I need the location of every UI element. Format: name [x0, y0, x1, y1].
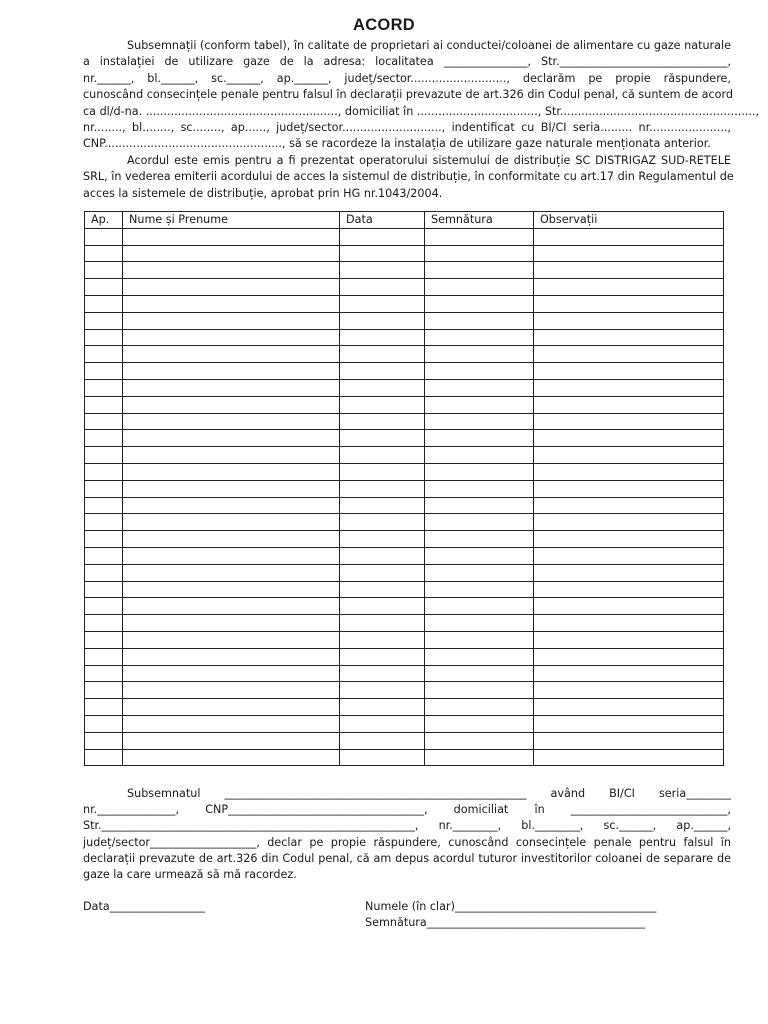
cell-date[interactable] — [340, 413, 425, 430]
cell-signature[interactable] — [425, 447, 534, 464]
cell-observations[interactable] — [534, 413, 724, 430]
cell-name[interactable] — [123, 497, 340, 514]
cell-date[interactable] — [340, 329, 425, 346]
declaration-line: județ/sector___________________, declar pe propie răspundere, cunoscând consecințele penale pentru falsul în — [83, 835, 731, 849]
cell-signature[interactable] — [425, 480, 534, 497]
table-row — [85, 245, 724, 262]
cell-name[interactable] — [123, 749, 340, 766]
cell-name[interactable] — [123, 648, 340, 665]
cell-signature[interactable] — [425, 413, 534, 430]
cell-ap[interactable] — [85, 245, 123, 262]
cell-ap[interactable] — [85, 396, 123, 413]
table-header-row — [85, 212, 724, 229]
cell-ap[interactable] — [85, 379, 123, 396]
col-header-name: Nume și Prenume — [123, 212, 340, 229]
cell-date[interactable] — [340, 312, 425, 329]
cell-ap[interactable] — [85, 564, 123, 581]
cell-signature[interactable] — [425, 497, 534, 514]
cell-signature[interactable] — [425, 715, 534, 732]
cell-observations[interactable] — [534, 682, 724, 699]
intro-line: a instalației de utilizare gaze de la adresa: localitatea _______________, Str.______________________________, — [83, 55, 731, 69]
cell-observations[interactable] — [534, 262, 724, 279]
cell-observations[interactable] — [534, 245, 724, 262]
cell-ap[interactable] — [85, 631, 123, 648]
cell-observations[interactable] — [534, 379, 724, 396]
cell-signature[interactable] — [425, 531, 534, 548]
intro-line: cunoscând consecințele penale pentru falsul în declarații prevazute de art.326 din Codul penal, că suntem de acord — [83, 88, 734, 102]
cell-observations[interactable] — [534, 430, 724, 447]
cell-observations[interactable] — [534, 665, 724, 682]
declaration-line: declarații prevazute de art.326 din Codul penal, că am depus acordul tuturor investitorilor coloanei de separare de — [83, 851, 731, 865]
cell-date[interactable] — [340, 749, 425, 766]
cell-signature[interactable] — [425, 379, 534, 396]
cell-ap[interactable] — [85, 430, 123, 447]
cell-signature[interactable] — [425, 262, 534, 279]
cell-date[interactable] — [340, 699, 425, 716]
cell-ap[interactable] — [85, 228, 123, 245]
cell-signature[interactable] — [425, 245, 534, 262]
cell-ap[interactable] — [85, 531, 123, 548]
cell-observations[interactable] — [534, 497, 724, 514]
cell-name[interactable] — [123, 531, 340, 548]
cell-name[interactable] — [123, 228, 340, 245]
cell-name[interactable] — [123, 262, 340, 279]
cell-name[interactable] — [123, 514, 340, 531]
table-row — [85, 598, 724, 615]
cell-observations[interactable] — [534, 228, 724, 245]
cell-signature[interactable] — [425, 463, 534, 480]
cell-ap[interactable] — [85, 329, 123, 346]
cell-observations[interactable] — [534, 648, 724, 665]
cell-signature[interactable] — [425, 312, 534, 329]
table-row — [85, 430, 724, 447]
cell-observations[interactable] — [534, 615, 724, 632]
cell-date[interactable] — [340, 682, 425, 699]
cell-date[interactable] — [340, 615, 425, 632]
cell-observations[interactable] — [534, 547, 724, 564]
cell-ap[interactable] — [85, 749, 123, 766]
cell-date[interactable] — [340, 732, 425, 749]
intro-paragraph — [83, 38, 760, 153]
cell-signature[interactable] — [425, 396, 534, 413]
intro-line: CNP.................................................., să se racordeze la instalația de utilizare gaze naturale menționata anterior. — [83, 137, 711, 151]
table-row — [85, 413, 724, 430]
cell-ap[interactable] — [85, 463, 123, 480]
cell-name[interactable] — [123, 581, 340, 598]
purpose-line: SRL, în vederea emiterii acordului de acces la sistemul de distribuție, în conformitate cu art.17 din Regulamentul de — [83, 170, 734, 184]
cell-date[interactable] — [340, 279, 425, 296]
cell-ap[interactable] — [85, 732, 123, 749]
signature-field[interactable]: Semnătura_______________________________________ — [365, 916, 645, 929]
table-row — [85, 312, 724, 329]
table-row — [85, 396, 724, 413]
cell-date[interactable] — [340, 447, 425, 464]
cell-ap[interactable] — [85, 682, 123, 699]
cell-ap[interactable] — [85, 598, 123, 615]
cell-signature[interactable] — [425, 699, 534, 716]
table-row — [85, 497, 724, 514]
cell-ap[interactable] — [85, 497, 123, 514]
table-row — [85, 329, 724, 346]
cell-observations[interactable] — [534, 295, 724, 312]
purpose-line: acces la sistemele de distribuție, aprobat prin HG nr.1043/2004. — [83, 186, 443, 200]
cell-date[interactable] — [340, 245, 425, 262]
table-row — [85, 715, 724, 732]
cell-signature[interactable] — [425, 732, 534, 749]
cell-ap[interactable] — [85, 279, 123, 296]
cell-name[interactable] — [123, 295, 340, 312]
cell-observations[interactable] — [534, 279, 724, 296]
cell-signature[interactable] — [425, 430, 534, 447]
cell-signature[interactable] — [425, 514, 534, 531]
cell-name[interactable] — [123, 480, 340, 497]
cell-observations[interactable] — [534, 631, 724, 648]
cell-observations[interactable] — [534, 564, 724, 581]
cell-observations[interactable] — [534, 363, 724, 380]
cell-signature[interactable] — [425, 598, 534, 615]
cell-date[interactable] — [340, 581, 425, 598]
col-header-date: Data — [340, 212, 425, 229]
table-row — [85, 379, 724, 396]
cell-observations[interactable] — [534, 732, 724, 749]
table-row — [85, 615, 724, 632]
cell-name[interactable] — [123, 463, 340, 480]
cell-observations[interactable] — [534, 598, 724, 615]
cell-observations[interactable] — [534, 531, 724, 548]
cell-signature[interactable] — [425, 648, 534, 665]
cell-ap[interactable] — [85, 715, 123, 732]
cell-date[interactable] — [340, 531, 425, 548]
cell-name[interactable] — [123, 379, 340, 396]
cell-date[interactable] — [340, 514, 425, 531]
cell-date[interactable] — [340, 463, 425, 480]
cell-observations[interactable] — [534, 749, 724, 766]
cell-ap[interactable] — [85, 480, 123, 497]
cell-observations[interactable] — [534, 396, 724, 413]
table-row — [85, 732, 724, 749]
table-row — [85, 564, 724, 581]
cell-name[interactable] — [123, 363, 340, 380]
cell-date[interactable] — [340, 598, 425, 615]
cell-name[interactable] — [123, 396, 340, 413]
cell-signature[interactable] — [425, 228, 534, 245]
cell-observations[interactable] — [534, 447, 724, 464]
table-row — [85, 648, 724, 665]
intro-line: ca dl/d-na. ......................................................, domiciliat în .................................., Str......................................................., — [83, 104, 760, 118]
table-row — [85, 346, 724, 363]
cell-signature[interactable] — [425, 564, 534, 581]
cell-signature[interactable] — [425, 631, 534, 648]
cell-date[interactable] — [340, 430, 425, 447]
cell-date[interactable] — [340, 262, 425, 279]
cell-ap[interactable] — [85, 665, 123, 682]
document-title: ACORD — [353, 16, 415, 34]
cell-observations[interactable] — [534, 463, 724, 480]
cell-observations[interactable] — [534, 329, 724, 346]
intro-line: nr.______, bl.______, sc.______, ap.______, județ/sector..........................., declarăm pe propie răspundere, — [83, 71, 731, 85]
table-row — [85, 463, 724, 480]
cell-date[interactable] — [340, 564, 425, 581]
cell-name[interactable] — [123, 279, 340, 296]
declaration-paragraph — [83, 786, 731, 883]
cell-observations[interactable] — [534, 514, 724, 531]
table-row — [85, 547, 724, 564]
cell-date[interactable] — [340, 379, 425, 396]
cell-ap[interactable] — [85, 514, 123, 531]
cell-date[interactable] — [340, 346, 425, 363]
cell-ap[interactable] — [85, 699, 123, 716]
table-row — [85, 514, 724, 531]
table-row — [85, 279, 724, 296]
table-row — [85, 295, 724, 312]
table-row — [85, 581, 724, 598]
cell-ap[interactable] — [85, 615, 123, 632]
table-row — [85, 363, 724, 380]
declaration-line: nr.______________, CNP___________________________________, domiciliat în ____________________________, — [83, 803, 731, 817]
cell-date[interactable] — [340, 497, 425, 514]
cell-date[interactable] — [340, 631, 425, 648]
cell-name[interactable] — [123, 615, 340, 632]
cell-name[interactable] — [123, 665, 340, 682]
cell-name[interactable] — [123, 732, 340, 749]
cell-observations[interactable] — [534, 581, 724, 598]
cell-date[interactable] — [340, 363, 425, 380]
cell-ap[interactable] — [85, 312, 123, 329]
cell-date[interactable] — [340, 715, 425, 732]
purpose-paragraph — [83, 153, 734, 202]
cell-observations[interactable] — [534, 346, 724, 363]
cell-name[interactable] — [123, 699, 340, 716]
cell-ap[interactable] — [85, 648, 123, 665]
cell-ap[interactable] — [85, 262, 123, 279]
cell-observations[interactable] — [534, 312, 724, 329]
table-row — [85, 631, 724, 648]
col-header-observations: Observații — [534, 212, 724, 229]
table-row — [85, 480, 724, 497]
cell-name[interactable] — [123, 346, 340, 363]
cell-name[interactable] — [123, 447, 340, 464]
cell-ap[interactable] — [85, 547, 123, 564]
cell-observations[interactable] — [534, 699, 724, 716]
table-row — [85, 699, 724, 716]
cell-ap[interactable] — [85, 346, 123, 363]
cell-name[interactable] — [123, 547, 340, 564]
table-row — [85, 262, 724, 279]
cell-name[interactable] — [123, 564, 340, 581]
table-row — [85, 665, 724, 682]
cell-name[interactable] — [123, 598, 340, 615]
cell-name[interactable] — [123, 631, 340, 648]
cell-date[interactable] — [340, 396, 425, 413]
cell-ap[interactable] — [85, 581, 123, 598]
cell-ap[interactable] — [85, 295, 123, 312]
cell-signature[interactable] — [425, 615, 534, 632]
cell-name[interactable] — [123, 430, 340, 447]
cell-observations[interactable] — [534, 715, 724, 732]
table-row — [85, 749, 724, 766]
cell-signature[interactable] — [425, 581, 534, 598]
name-field[interactable]: Numele (în clar)____________________________________ — [365, 900, 657, 913]
cell-ap[interactable] — [85, 363, 123, 380]
declaration-line: Subsemnatul ______________________________________________________ având BI/CI seria________ — [127, 787, 731, 800]
signatories-table — [84, 211, 724, 766]
cell-signature[interactable] — [425, 547, 534, 564]
cell-name[interactable] — [123, 329, 340, 346]
table-row — [85, 228, 724, 245]
table-row — [85, 447, 724, 464]
cell-name[interactable] — [123, 715, 340, 732]
cell-date[interactable] — [340, 648, 425, 665]
col-header-ap: Ap. — [85, 212, 123, 229]
cell-signature[interactable] — [425, 363, 534, 380]
cell-name[interactable] — [123, 312, 340, 329]
declaration-line: Str.________________________________________________________, nr.________, bl.________, sc.______, ap.______, — [83, 819, 731, 833]
cell-signature[interactable] — [425, 329, 534, 346]
cell-ap[interactable] — [85, 413, 123, 430]
cell-signature[interactable] — [425, 279, 534, 296]
cell-signature[interactable] — [425, 749, 534, 766]
date-field[interactable]: Data_________________ — [83, 900, 205, 913]
table-row — [85, 682, 724, 699]
cell-name[interactable] — [123, 413, 340, 430]
cell-date[interactable] — [340, 295, 425, 312]
cell-signature[interactable] — [425, 665, 534, 682]
purpose-line: Acordul este emis pentru a fi prezentat operatorului sistemului de distribuție SC DISTRIGAZ SUD-RETELE — [127, 154, 731, 167]
intro-line: nr........, bl........, sc........, ap......, județ/sector............................, indentificat cu BI/CI seria......... nr......................, — [83, 121, 731, 135]
cell-date[interactable] — [340, 665, 425, 682]
cell-ap[interactable] — [85, 447, 123, 464]
col-header-signature: Semnătura — [425, 212, 534, 229]
declaration-line: gaze la care urmează să mă racordez. — [83, 868, 297, 882]
cell-name[interactable] — [123, 245, 340, 262]
cell-signature[interactable] — [425, 682, 534, 699]
cell-date[interactable] — [340, 228, 425, 245]
cell-signature[interactable] — [425, 295, 534, 312]
cell-date[interactable] — [340, 480, 425, 497]
cell-observations[interactable] — [534, 480, 724, 497]
table-row — [85, 531, 724, 548]
intro-line: Subsemnații (conform tabel), în calitate de proprietari ai conductei/coloanei de alimentare cu gaze naturale — [127, 39, 731, 52]
cell-date[interactable] — [340, 547, 425, 564]
cell-signature[interactable] — [425, 346, 534, 363]
cell-name[interactable] — [123, 682, 340, 699]
